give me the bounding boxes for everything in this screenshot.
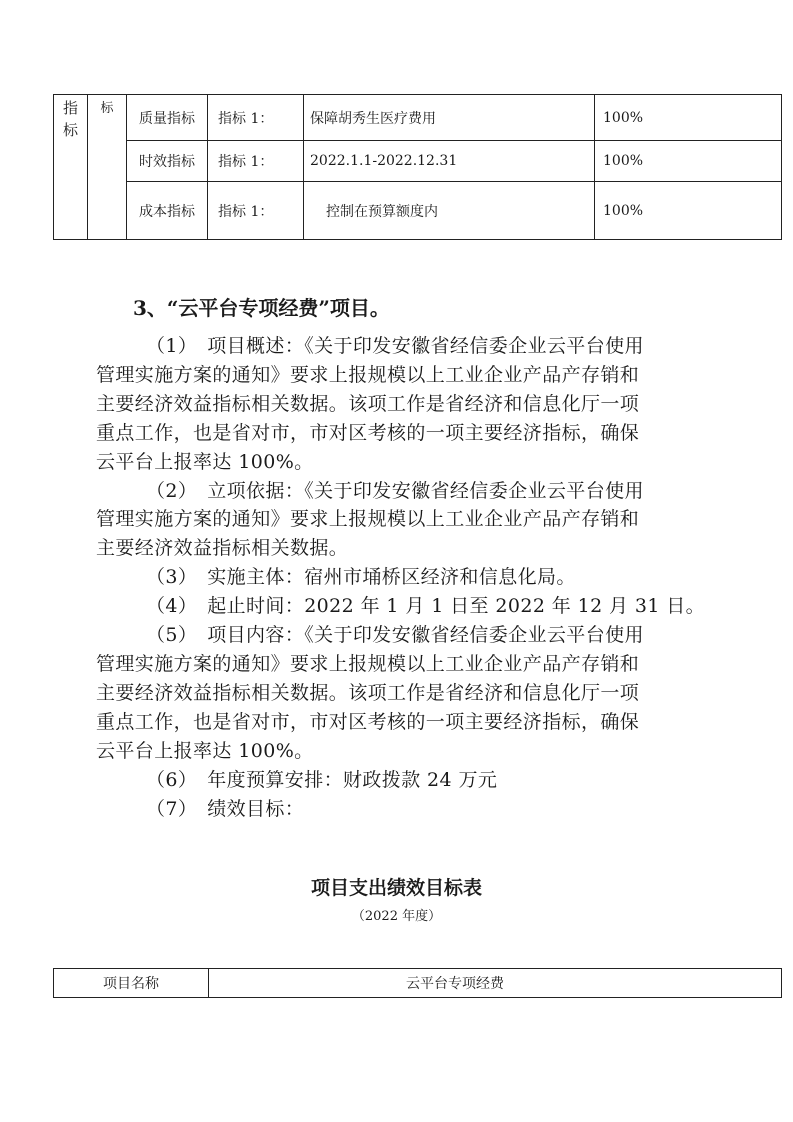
project-description [96, 332, 706, 823]
performance-indicator-table [53, 94, 782, 240]
row-category: 质量指标 [127, 95, 208, 141]
row-indicator: 指标 1： [208, 141, 304, 182]
project-name-label: 项目名称 [54, 969, 209, 998]
row-value: 100% [595, 182, 782, 240]
indicator-sub-label: 标 [100, 101, 114, 116]
paragraph-line: 管理实施方案的通知》要求上报规模以上工业企业产品产存销和 [96, 363, 640, 386]
paragraph-line: 主要经济效益指标相关数据。该项工作是省经济和信息化厅一项 [96, 681, 640, 704]
project-name-value: 云平台专项经费 [209, 969, 782, 998]
row-category: 成本指标 [127, 182, 208, 240]
paragraph-line: （2） 立项依据：《关于印发安徽省经信委企业云平台使用 [146, 479, 644, 502]
paragraph-line: 管理实施方案的通知》要求上报规模以上工业企业产品产存销和 [96, 652, 640, 675]
table-title: 项目支出绩效目标表 [310, 877, 482, 899]
paragraph-line: 云平台上报率达 100%。 [96, 739, 314, 762]
section-heading: 3、“云平台专项经费”项目。 [133, 296, 390, 320]
row-value: 100% [595, 95, 782, 141]
paragraph-line: 重点工作，也是省对市，市对区考核的一项主要经济指标，确保 [96, 421, 640, 444]
row-category: 时效指标 [127, 141, 208, 182]
row-content: 保障胡秀生医疗费用 [304, 95, 595, 141]
project-name-table [53, 968, 782, 998]
paragraph-line: （5） 项目内容：《关于印发安徽省经信委企业云平台使用 [146, 624, 644, 647]
row-indicator: 指标 1： [208, 95, 304, 141]
row-indicator: 指标 1： [208, 182, 304, 240]
paragraph-line: （7） 绩效目标： [146, 797, 305, 820]
row-value: 100% [595, 141, 782, 182]
indicator-group-label: 指 标 [62, 99, 78, 139]
paragraph-line: 重点工作，也是省对市，市对区考核的一项主要经济指标，确保 [96, 710, 640, 733]
row-content: 2022.1.1-2022.12.31 [304, 141, 595, 182]
paragraph-line: 管理实施方案的通知》要求上报规模以上工业企业产品产存销和 [96, 508, 640, 531]
paragraph-line: （1） 项目概述：《关于印发安徽省经信委企业云平台使用 [146, 335, 644, 357]
paragraph-line: 主要经济效益指标相关数据。该项工作是省经济和信息化厅一项 [96, 392, 640, 415]
indicator-group-cell [54, 95, 88, 240]
table-subtitle: （2022 年度） [351, 909, 442, 924]
paragraph-line: （4） 起止时间：2022 年 1 月 1 日至 2022 年 12 月 31 日。 [146, 595, 706, 618]
paragraph-line: 主要经济效益指标相关数据。 [96, 537, 349, 560]
row-content: 控制在预算额度内 [304, 182, 595, 240]
indicator-sub-cell [88, 95, 127, 240]
paragraph-line: 云平台上报率达 100%。 [96, 450, 314, 473]
paragraph-line: （3） 实施主体：宿州市埇桥区经济和信息化局。 [146, 566, 576, 589]
paragraph-line: （6） 年度预算安排：财政拨款 24 万元 [146, 768, 498, 791]
